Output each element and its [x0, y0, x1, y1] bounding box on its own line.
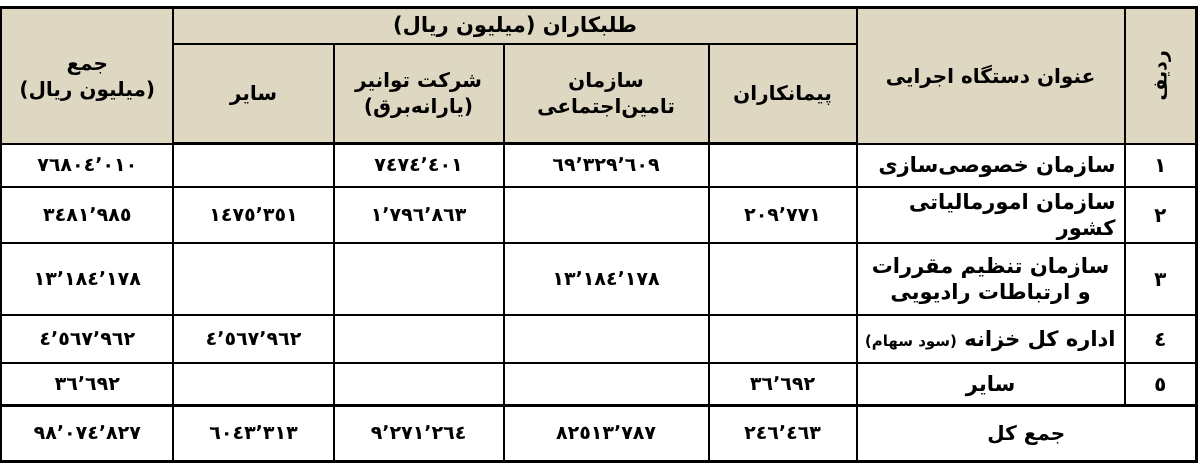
total-tavanir: ٩٬٢٧١٬٢٦٤: [334, 405, 504, 461]
header-total: [0, 8, 173, 144]
cell-peyman: [709, 243, 857, 315]
cell-tamin: [504, 187, 709, 244]
cell-total: ٧٦٨٠٤٬٠١٠: [0, 144, 173, 187]
cell-tavanir: [334, 315, 504, 363]
cell-peyman: [709, 315, 857, 363]
header-agency: عنوان دستگاه اجرایی: [857, 8, 1125, 144]
cell-total: ٤٬٥٦٧٬٩٦٢: [0, 315, 173, 363]
cell-tamin: [504, 363, 709, 405]
cell-peyman: [709, 144, 857, 187]
agency-suffix: (سود سهام): [864, 331, 957, 350]
cell-sayer: [173, 144, 333, 187]
header-rank: [1125, 8, 1197, 144]
header-creditors-group: طلبکاران (میلیون ریال): [173, 8, 856, 44]
cell-tamin: ٦٩٬٣٢٩٬٦٠٩: [504, 144, 709, 187]
cell-tavanir: ١٬٧٩٦٬٨٦٣: [334, 187, 504, 244]
grand-total-label: جمع کل: [857, 405, 1197, 461]
cell-agency: سازمان امورمالیاتی کشور: [857, 187, 1125, 244]
cell-total: ٣٦٬٦٩٢: [0, 363, 173, 405]
cell-peyman: ٢٠٩٬٧٧١: [709, 187, 857, 244]
header-tavanir: [334, 44, 504, 144]
header-total-line1: جمع: [66, 50, 108, 75]
header-tamin: [504, 44, 709, 144]
header-tamin-line2: تامین‌اجتماعی: [537, 94, 675, 119]
table-row: [0, 315, 1196, 363]
cell-agency: [857, 243, 1125, 315]
table-row: [0, 144, 1196, 187]
cell-sayer: ٤٬٥٦٧٬٩٦٢: [173, 315, 333, 363]
grand-total-row: [0, 405, 1196, 461]
header-total-line2: (میلیون ریال): [19, 76, 156, 101]
cell-agency: [857, 315, 1125, 363]
cell-agency: سایر: [857, 363, 1125, 405]
header-tamin-line1: سازمان: [568, 68, 644, 93]
header-tavanir-line1: شرکت توانیر: [355, 68, 482, 93]
agency-line2: و ارتباطات رادیویی: [890, 280, 1091, 304]
cell-rank: ٥: [1125, 363, 1197, 405]
total-total: ٩٨٬٠٧٤٬٨٢٧: [0, 405, 173, 461]
cell-rank: ١: [1125, 144, 1197, 187]
header-rank-label: ردیف: [1148, 50, 1171, 101]
cell-peyman: ٣٦٬٦٩٢: [709, 363, 857, 405]
cell-agency: سازمان خصوصی‌سازی: [857, 144, 1125, 187]
cell-rank: ٤: [1125, 315, 1197, 363]
cell-tavanir: [334, 243, 504, 315]
cell-tamin: [504, 315, 709, 363]
total-sayer: ٦٠٤٣٬٣١٣: [173, 405, 333, 461]
cell-tavanir: [334, 363, 504, 405]
cell-sayer: [173, 243, 333, 315]
header-row-group: [0, 8, 1196, 44]
header-sayer: سایر: [173, 44, 333, 144]
total-tamin: ٨٢٥١٣٬٧٨٧: [504, 405, 709, 461]
agency-line1: سازمان تنظیم مقررات: [871, 253, 1110, 278]
table-row: [0, 243, 1196, 315]
table-row: [0, 187, 1196, 244]
cell-total: ١٣٬١٨٤٬١٧٨: [0, 243, 173, 315]
cell-rank: ٢: [1125, 187, 1197, 244]
table-row: [0, 363, 1196, 405]
cell-tavanir: ٧٤٧٤٬٤٠١: [334, 144, 504, 187]
header-tavanir-line2: (یارانه‌برق): [363, 94, 474, 119]
agency-main: اداره کل خزانه: [964, 326, 1116, 351]
cell-sayer: ١٤٧٥٬٣٥١: [173, 187, 333, 244]
creditors-table: [0, 6, 1198, 463]
cell-sayer: [173, 363, 333, 405]
cell-total: ٣٤٨١٬٩٨٥: [0, 187, 173, 244]
cell-rank: ٣: [1125, 243, 1197, 315]
total-peyman: ٢٤٦٬٤٦٣: [709, 405, 857, 461]
cell-tamin: ١٣٬١٨٤٬١٧٨: [504, 243, 709, 315]
header-peymankaran: پیمانکاران: [709, 44, 857, 144]
